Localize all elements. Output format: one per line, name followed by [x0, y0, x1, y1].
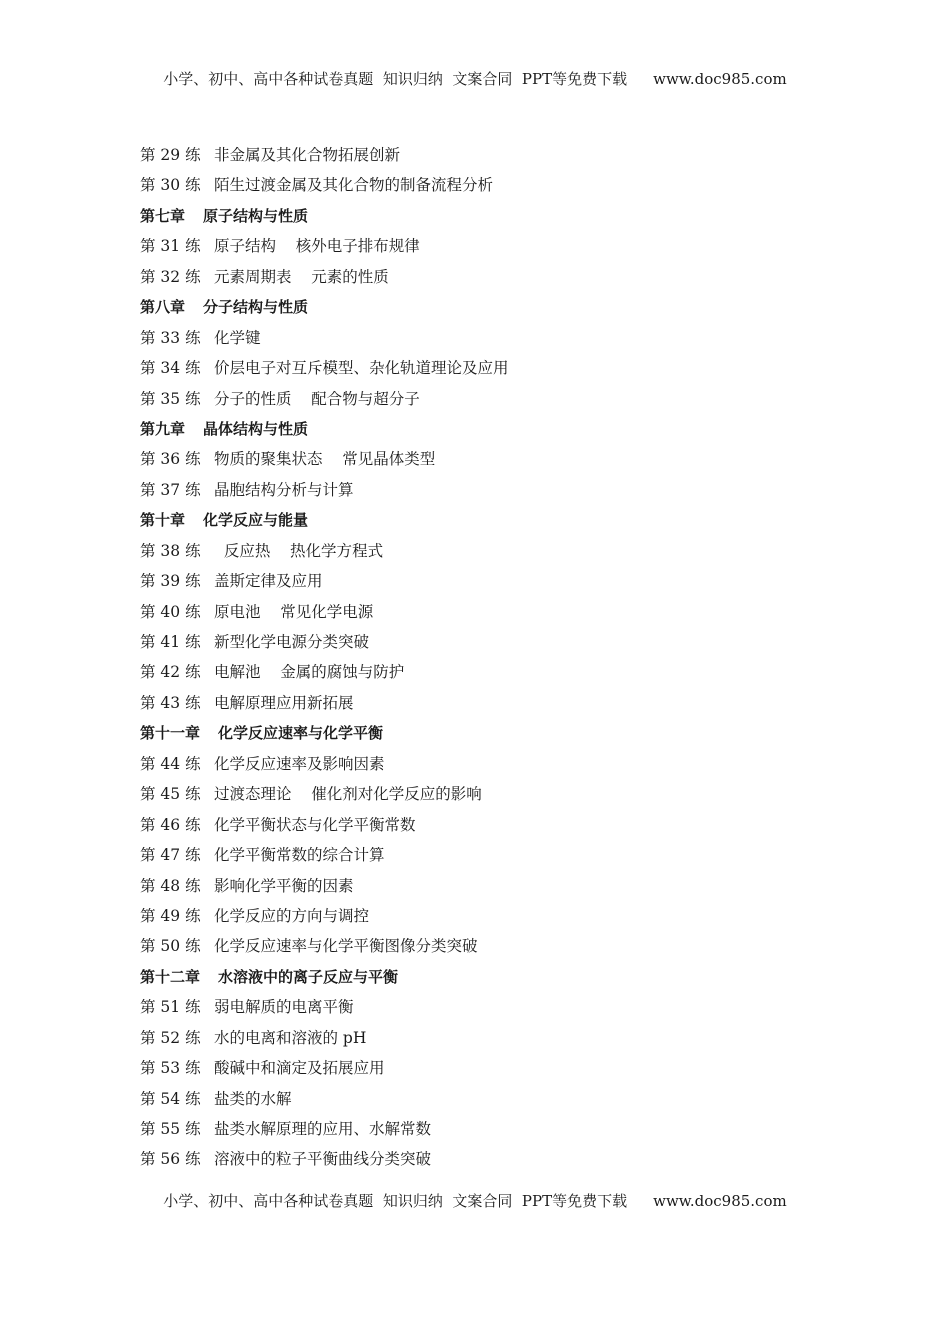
toc-exercise-item: [140, 1114, 840, 1144]
exercise-number: 第 30 练: [140, 176, 201, 195]
toc-exercise-item: [140, 536, 840, 566]
toc-chapter-heading: [140, 962, 840, 992]
toc-exercise-item: [140, 597, 840, 627]
exercise-title: 化学反应的方向与调控: [214, 906, 370, 925]
exercise-title: 价层电子对互斥模型、杂化轨道理论及应用: [214, 359, 509, 378]
chapter-number: 第七章: [140, 206, 186, 225]
exercise-number: 第 34 练: [140, 359, 201, 378]
exercise-title: 晶胞结构分析与计算: [214, 480, 354, 499]
exercise-title: 电解原理应用新拓展: [214, 693, 354, 712]
toc-chapter-heading: [140, 414, 840, 444]
table-of-contents: [140, 140, 840, 1175]
toc-exercise-item: [140, 475, 840, 505]
exercise-title: 非金属及其化合物拓展创新: [214, 146, 401, 164]
chapter-title: 原子结构与性质: [203, 206, 309, 225]
exercise-number: 第 35 练: [140, 389, 201, 408]
toc-exercise-item: [140, 262, 840, 292]
chapter-number: 第十章: [140, 511, 186, 530]
exercise-title: 陌生过渡金属及其化合物的制备流程分析: [214, 176, 494, 195]
exercise-title: 物质的聚集状态 常见晶体类型: [214, 450, 436, 469]
exercise-title: 溶液中的粒子平衡曲线分类突破: [214, 1150, 432, 1169]
exercise-title: 电解池 金属的腐蚀与防护: [214, 663, 405, 682]
toc-exercise-item: [140, 992, 840, 1022]
page-header: [0, 68, 950, 89]
page-footer: [0, 1190, 950, 1211]
chapter-number: 第八章: [140, 298, 186, 317]
toc-exercise-item: [140, 749, 840, 779]
toc-exercise-item: [140, 1023, 840, 1053]
toc-exercise-item: [140, 1053, 840, 1083]
toc-exercise-item: [140, 231, 840, 261]
exercise-number: 第 31 练: [140, 237, 201, 256]
exercise-title: 过渡态理论 催化剂对化学反应的影响: [214, 785, 482, 804]
chapter-number: 第十二章: [140, 967, 201, 986]
exercise-title: 分子的性质 配合物与超分子: [214, 389, 420, 408]
toc-exercise-item: [140, 810, 840, 840]
toc-exercise-item: [140, 657, 840, 687]
toc-exercise-item: [140, 444, 840, 474]
toc-exercise-item: [140, 931, 840, 961]
exercise-number: 第 48 练: [140, 876, 201, 895]
chapter-title: 化学反应与能量: [203, 511, 309, 530]
exercise-number: 第 53 练: [140, 1059, 201, 1078]
exercise-number: 第 43 练: [140, 693, 201, 712]
header-text: 小学、初中、高中各种试卷真题 知识归纳 文案合同 PPT等免费下载: [163, 70, 628, 88]
toc-exercise-item: [140, 627, 840, 657]
exercise-title: 酸碱中和滴定及拓展应用: [214, 1059, 385, 1078]
exercise-title: 盖斯定律及应用: [214, 572, 323, 591]
toc-exercise-item: [140, 353, 840, 383]
toc-exercise-item: [140, 566, 840, 596]
exercise-title: 化学反应速率及影响因素: [214, 754, 385, 773]
chapter-title: 分子结构与性质: [203, 298, 309, 317]
exercise-number: 第 33 练: [140, 328, 201, 347]
toc-chapter-heading: [140, 718, 840, 748]
exercise-number: 第 51 练: [140, 998, 201, 1017]
exercise-number: 第 52 练: [140, 1028, 201, 1047]
exercise-number: 第 49 练: [140, 906, 201, 925]
toc-exercise-item: [140, 384, 840, 414]
exercise-number: 第 40 练: [140, 602, 201, 621]
exercise-title: 新型化学电源分类突破: [214, 633, 370, 651]
exercise-title: 元素周期表 元素的性质: [214, 267, 389, 286]
exercise-number: 第 41 练: [140, 633, 201, 651]
exercise-number: 第 36 练: [140, 450, 201, 469]
exercise-title: 化学平衡常数的综合计算: [214, 846, 385, 865]
exercise-number: 第 50 练: [140, 937, 201, 956]
toc-exercise-item: [140, 688, 840, 718]
toc-exercise-item: [140, 871, 840, 901]
chapter-title: 晶体结构与性质: [203, 419, 309, 438]
exercise-title: 化学反应速率与化学平衡图像分类突破: [214, 937, 478, 956]
toc-exercise-item: [140, 1144, 840, 1174]
exercise-title: 盐类水解原理的应用、水解常数: [214, 1120, 432, 1138]
toc-exercise-item: [140, 901, 840, 931]
exercise-number: 第 47 练: [140, 846, 201, 865]
toc-chapter-heading: [140, 505, 840, 535]
chapter-title: 化学反应速率与化学平衡: [218, 724, 384, 743]
exercise-number: 第 46 练: [140, 815, 201, 834]
exercise-title: 原电池 常见化学电源: [214, 602, 374, 621]
exercise-title: 化学键: [214, 328, 261, 347]
exercise-title: 原子结构 核外电子排布规律: [214, 237, 420, 256]
exercise-number: 第 54 练: [140, 1089, 201, 1108]
toc-exercise-item: [140, 170, 840, 200]
exercise-number: 第 45 练: [140, 785, 201, 804]
toc-chapter-heading: [140, 201, 840, 231]
chapter-number: 第九章: [140, 419, 186, 438]
toc-exercise-item: [140, 1084, 840, 1114]
exercise-number: 第 29 练: [140, 146, 201, 164]
toc-exercise-item: [140, 140, 840, 170]
exercise-title: 反应热 热化学方程式: [214, 541, 384, 560]
exercise-number: 第 42 练: [140, 663, 201, 682]
exercise-number: 第 44 练: [140, 754, 201, 773]
exercise-title: 弱电解质的电离平衡: [214, 998, 354, 1017]
exercise-title: 盐类的水解: [214, 1089, 292, 1108]
header-site-link[interactable]: www.doc985.com: [653, 70, 787, 88]
exercise-number: 第 56 练: [140, 1150, 201, 1169]
exercise-title: 影响化学平衡的因素: [214, 876, 354, 895]
exercise-number: 第 39 练: [140, 572, 201, 591]
toc-exercise-item: [140, 779, 840, 809]
footer-site-link[interactable]: www.doc985.com: [653, 1192, 787, 1210]
toc-chapter-heading: [140, 292, 840, 322]
footer-text: 小学、初中、高中各种试卷真题 知识归纳 文案合同 PPT等免费下载: [163, 1192, 628, 1210]
exercise-number: 第 55 练: [140, 1120, 201, 1138]
chapter-number: 第十一章: [140, 724, 201, 743]
exercise-number: 第 38 练: [140, 541, 201, 560]
exercise-number: 第 32 练: [140, 267, 201, 286]
exercise-title: 水的电离和溶液的 pH: [214, 1028, 367, 1047]
toc-exercise-item: [140, 323, 840, 353]
exercise-title: 化学平衡状态与化学平衡常数: [214, 815, 416, 834]
chapter-title: 水溶液中的离子反应与平衡: [218, 967, 399, 986]
toc-exercise-item: [140, 840, 840, 870]
exercise-number: 第 37 练: [140, 480, 201, 499]
